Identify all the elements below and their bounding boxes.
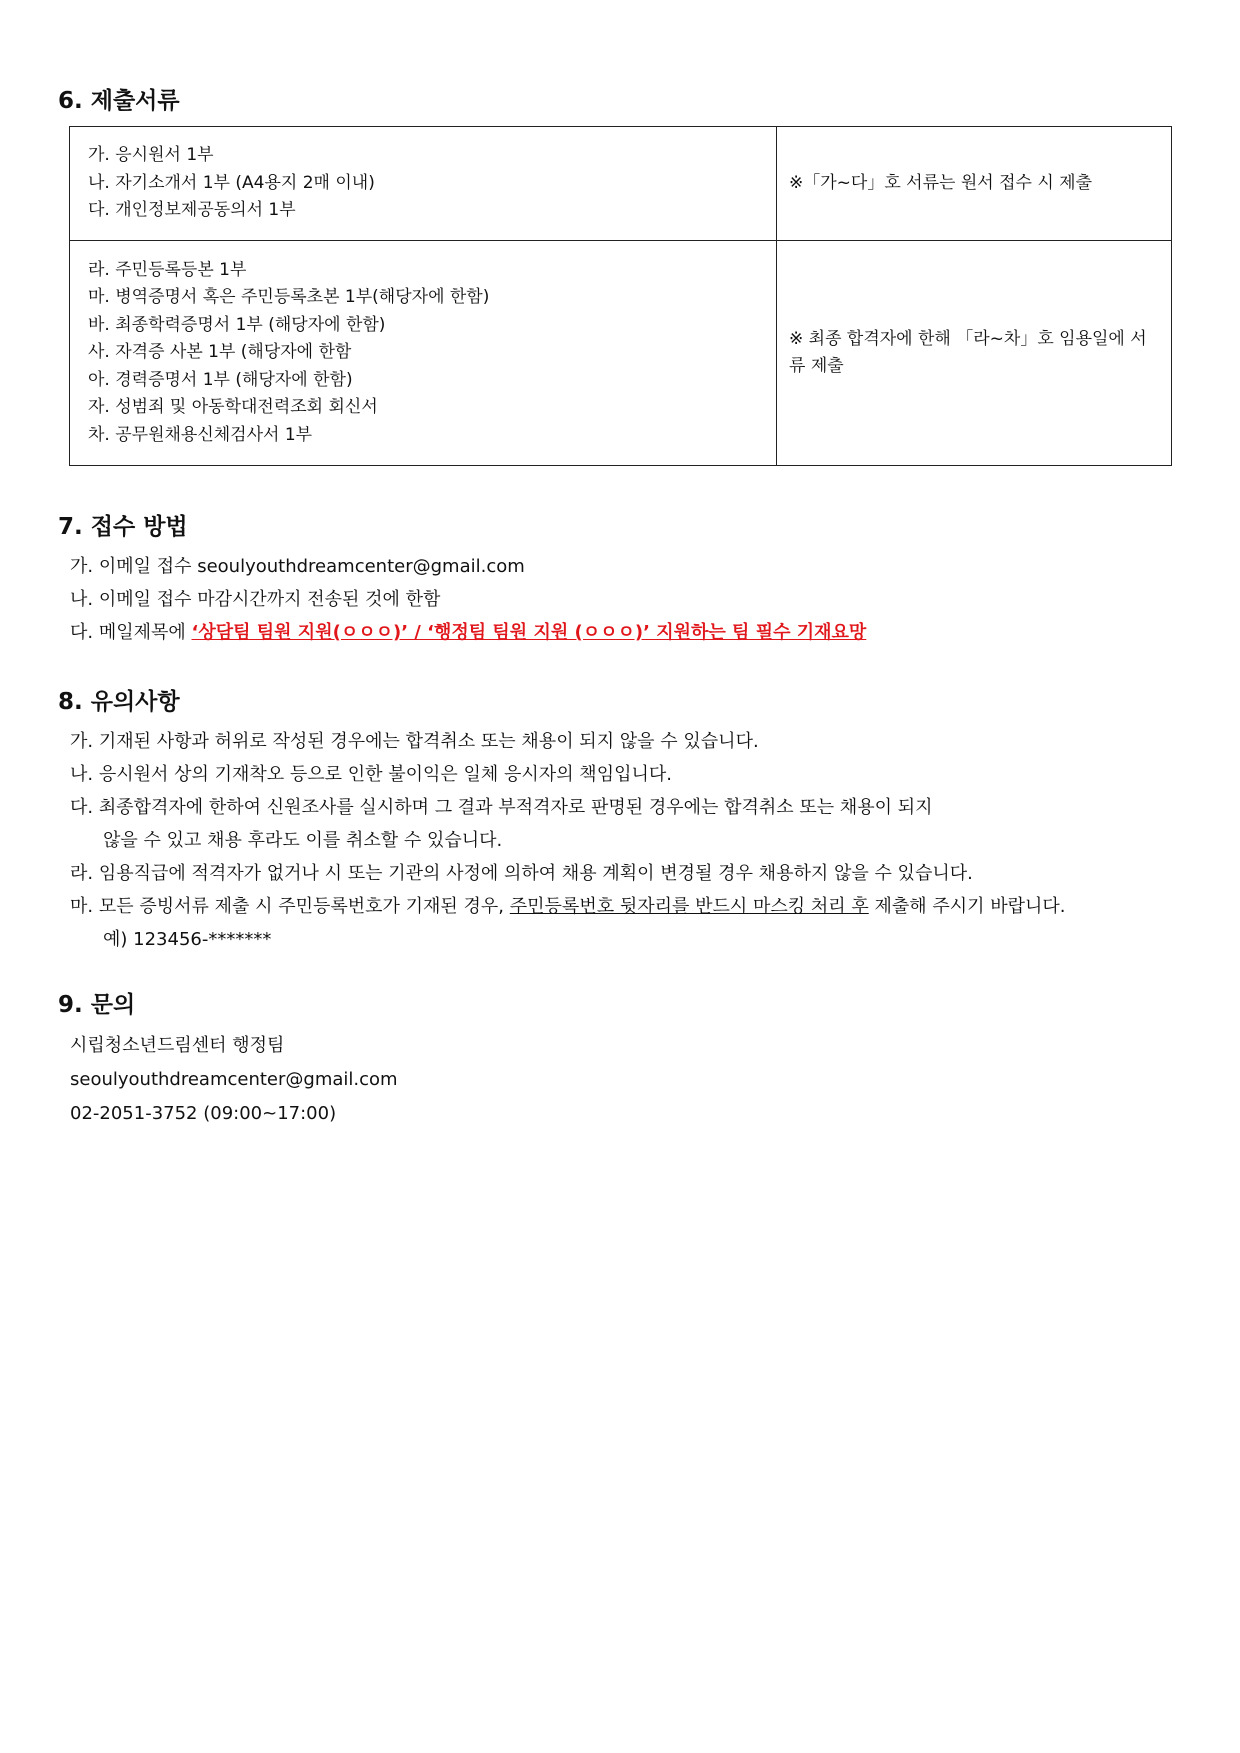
list-item: 가. 응시원서 1부 — [88, 145, 214, 166]
list-item: 가. 기재된 사항과 허위로 작성된 경우에는 합격취소 또는 채용이 되지 않을 수 있습니다. — [70, 731, 759, 752]
list-item: 나. 자기소개서 1부 (A4용지 2매 이내) — [88, 172, 375, 193]
list-item: 다. 최종합격자에 한하여 신원조사를 실시하며 그 결과 부적격자로 판명된 경우에는 합격취소 또는 채용이 되지 — [70, 797, 933, 818]
section-6-title: 6. 제출서류 — [58, 88, 180, 114]
list-item-prefix: 다. 메일제목에 — [70, 622, 192, 643]
section-8-title: 8. 유의사항 — [58, 689, 180, 715]
list-item: 다. 개인정보제공동의서 1부 — [88, 200, 296, 221]
list-item: 라. 임용직급에 적격자가 없거나 시 또는 기관의 사정에 의하여 채용 계획이 변경될 경우 채용하지 않을 수 있습니다. — [70, 863, 973, 884]
list-item: 가. 이메일 접수 seoulyouthdreamcenter@gmail.com — [70, 556, 525, 577]
contact-phone: 02-2051-3752 (09:00~17:00) — [70, 1103, 337, 1124]
list-item — [70, 893, 1066, 921]
documents-note-cell — [777, 127, 1172, 241]
example-text: 예) 123456-******* — [103, 929, 272, 950]
list-item — [70, 619, 866, 647]
documents-list-cell — [70, 127, 777, 241]
list-item: 자. 성범죄 및 아동학대전력조회 회신서 — [88, 397, 378, 418]
note-text: ※ 최종 합격자에 한해 「라~차」호 임용일에 서류 제출 — [789, 329, 1147, 376]
list-item: 마. 병역증명서 혹은 주민등록초본 1부(해당자에 한함) — [88, 287, 490, 308]
table-row — [70, 127, 1172, 241]
list-item-continuation: 않을 수 있고 채용 후라도 이를 취소할 수 있습니다. — [103, 830, 503, 851]
section-7-title: 7. 접수 방법 — [58, 514, 188, 540]
list-item: 나. 응시원서 상의 기재착오 등으로 인한 불이익은 일체 응시자의 책임입니다. — [70, 764, 672, 785]
list-item: 사. 자격증 사본 1부 (해당자에 한함 — [88, 342, 352, 363]
list-item: 차. 공무원채용신체검사서 1부 — [88, 424, 313, 445]
list-item: 아. 경력증명서 1부 (해당자에 한함) — [88, 369, 353, 390]
masking-instruction: 주민등록번호 뒷자리를 반드시 마스킹 처리 후 — [509, 896, 869, 917]
list-item: 바. 최종학력증명서 1부 (해당자에 한함) — [88, 314, 386, 335]
table-row — [70, 241, 1172, 466]
documents-list-cell — [70, 241, 777, 466]
section-9-title: 9. 문의 — [58, 992, 136, 1018]
submission-documents-table — [69, 126, 1172, 466]
list-item-suffix: 제출해 주시기 바랍니다. — [868, 896, 1066, 917]
list-item: 나. 이메일 접수 마감시간까지 전송된 것에 한함 — [70, 589, 441, 610]
contact-organization: 시립청소년드림센터 행정팀 — [70, 1035, 285, 1056]
required-subject-highlight: ‘상담팀 팀원 지원(ㅇㅇㅇ)’ / ‘행정팀 팀원 지원 (ㅇㅇㅇ)’ 지원하는 팀 필수 기재요망 — [191, 622, 867, 643]
note-text: ※「가~다」호 서류는 원서 접수 시 제출 — [789, 173, 1092, 193]
list-item: 라. 주민등록등본 1부 — [88, 259, 247, 280]
documents-note-cell — [777, 241, 1172, 466]
list-item-prefix: 마. 모든 증빙서류 제출 시 주민등록번호가 기재된 경우, — [70, 896, 510, 917]
contact-email: seoulyouthdreamcenter@gmail.com — [70, 1069, 398, 1090]
